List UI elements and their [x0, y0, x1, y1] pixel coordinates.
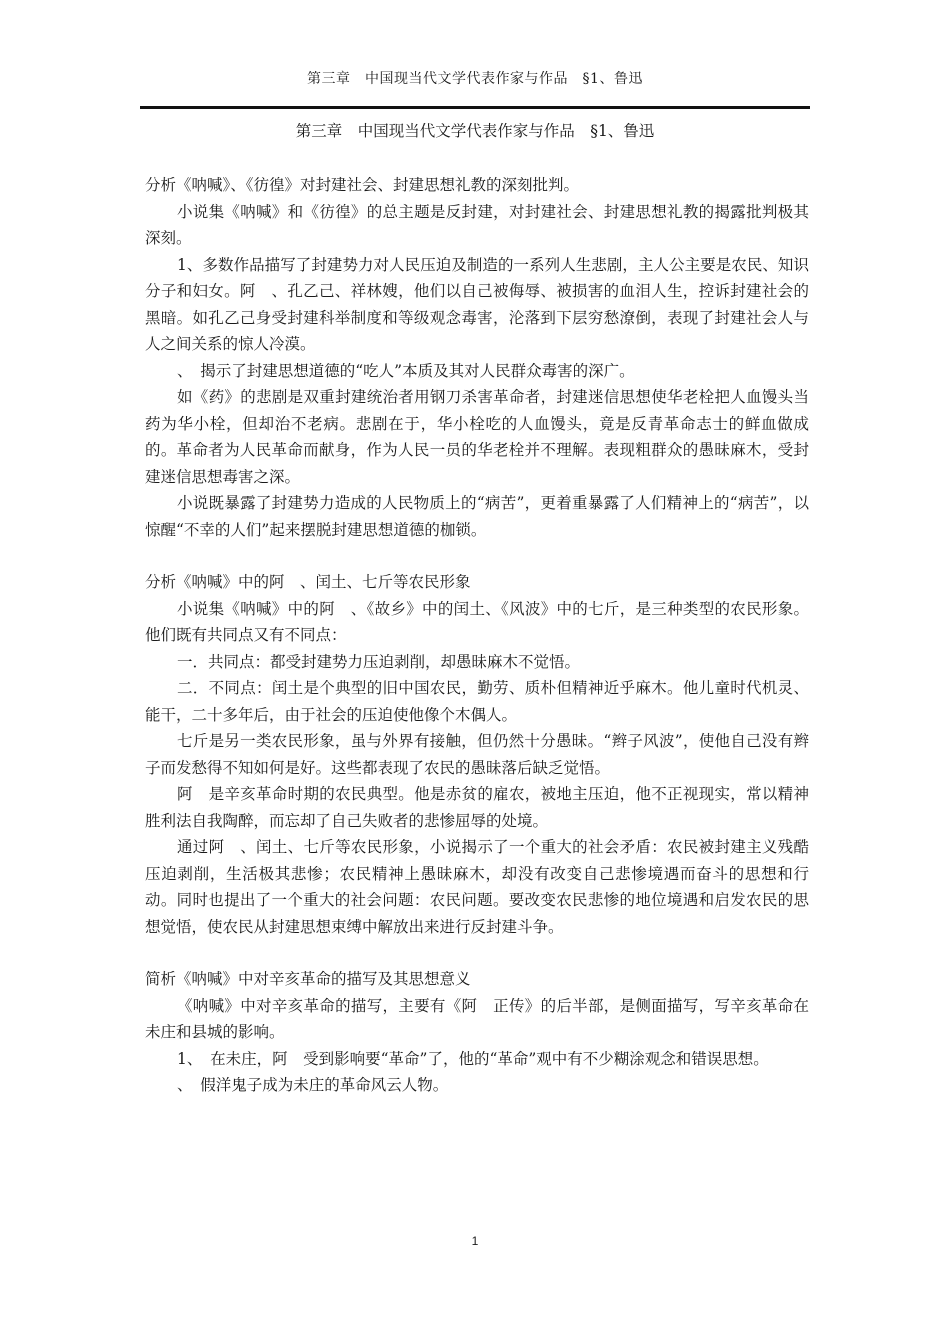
section-spacer [145, 543, 809, 569]
page-number: 1 [471, 1234, 479, 1248]
document-body [145, 172, 809, 1099]
paragraph: 《呐喊》中对辛亥革命的描写，主要有《阿 正传》的后半部，是侧面描写，写辛亥革命在未庄和县城的影响。 [145, 996, 809, 1041]
paragraph: 小说集《呐喊》中的阿 、《故乡》中的闰土、《风波》中的七斤，是三种类型的农民形象。他们既有共同点又有不同点： [145, 599, 809, 644]
header-rule [140, 106, 810, 109]
paragraph: 通过阿 、闰土、七斤等农民形象，小说揭示了一个重大的社会矛盾：农民被封建主义残酷压迫剥削，生活极其悲惨；农民精神上愚昧麻木，却没有改变自己悲惨境遇而奋斗的思想和行动。同时也提出了一个重大的社会问题：农民问题。要改变农民悲惨的地位境遇和启发农民的思想觉悟，使农民从封建思想束缚中解放出来进行反封建斗争。 [145, 838, 809, 936]
section-heading: 简析《呐喊》中对辛亥革命的描写及其思想意义 [145, 970, 471, 988]
paragraph: 1、 在未庄，阿 受到影响要“革命”了，他的“革命”观中有不少糊涂观念和错误思想。 [177, 1049, 769, 1068]
section-spacer [145, 940, 809, 966]
paragraph: 阿 是辛亥革命时期的农民典型。他是赤贫的雇农，被地主压迫，他不正视现实，常以精神胜利法自我陶醉，而忘却了自己失败者的悲惨屈辱的处境。 [145, 785, 809, 830]
running-header: 第三章 中国现当代文学代表作家与作品 §1、鲁迅 [307, 71, 643, 87]
paragraph: 二．不同点：闰土是个典型的旧中国农民，勤劳、质朴但精神近乎麻木。他儿童时代机灵、能干，二十多年后，由于社会的压迫使他像个木偶人。 [145, 679, 809, 724]
paragraph: 、 假洋鬼子成为未庄的革命风云人物。 [177, 1076, 449, 1094]
paragraph: 一．共同点：都受封建势力压迫剥削，却愚昧麻木不觉悟。 [177, 652, 581, 671]
paragraph: 小说既暴露了封建势力造成的人民物质上的“病苦”，更着重暴露了人们精神上的“病苦”，以惊醒“不幸的人们”起来摆脱封建思想道德的枷锁。 [145, 494, 809, 539]
paragraph: 小说集《呐喊》和《彷徨》的总主题是反封建，对封建社会、封建思想礼教的揭露批判极其深刻。 [145, 202, 809, 247]
paragraph: 、 揭示了封建思想道德的“吃人”本质及其对人民群众毒害的深广。 [177, 361, 635, 380]
document-title: 第三章 中国现当代文学代表作家与作品 §1、鲁迅 [295, 122, 655, 140]
paragraph: 1、多数作品描写了封建势力对人民压迫及制造的一系列人生悲剧，主人公主要是农民、知识分子和妇女。阿 、孔乙己、祥林嫂，他们以自己被侮辱、被损害的血泪人生，控诉封建社会的黑暗。如孔乙己身受封建科举制度和等级观念毒害，沦落到下层穷愁潦倒，表现了封建社会人与人之间关系的惊人冷漠。 [145, 255, 809, 353]
paragraph: 七斤是另一类农民形象，虽与外界有接触，但仍然十分愚昧。“辫子风波”，使他自己没有辫子而发愁得不知如何是好。这些都表现了农民的愚昧落后缺乏觉悟。 [145, 732, 809, 777]
section-heading: 分析《呐喊》、《彷徨》对封建社会、封建思想礼教的深刻批判。 [145, 176, 580, 194]
paragraph: 如《药》的悲剧是双重封建统治者用钢刀杀害革命者，封建迷信思想使华老栓把人血馒头当药为华小栓，但却治不老病。悲剧在于，华小栓吃的人血馒头，竟是反青革命志士的鲜血做成的。革命者为人民革命而献身，作为人民一员的华老栓并不理解。表现粗群众的愚昧麻木，受封建迷信思想毒害之深。 [145, 388, 809, 486]
section-heading: 分析《呐喊》中的阿 、闰土、七斤等农民形象 [145, 573, 471, 591]
